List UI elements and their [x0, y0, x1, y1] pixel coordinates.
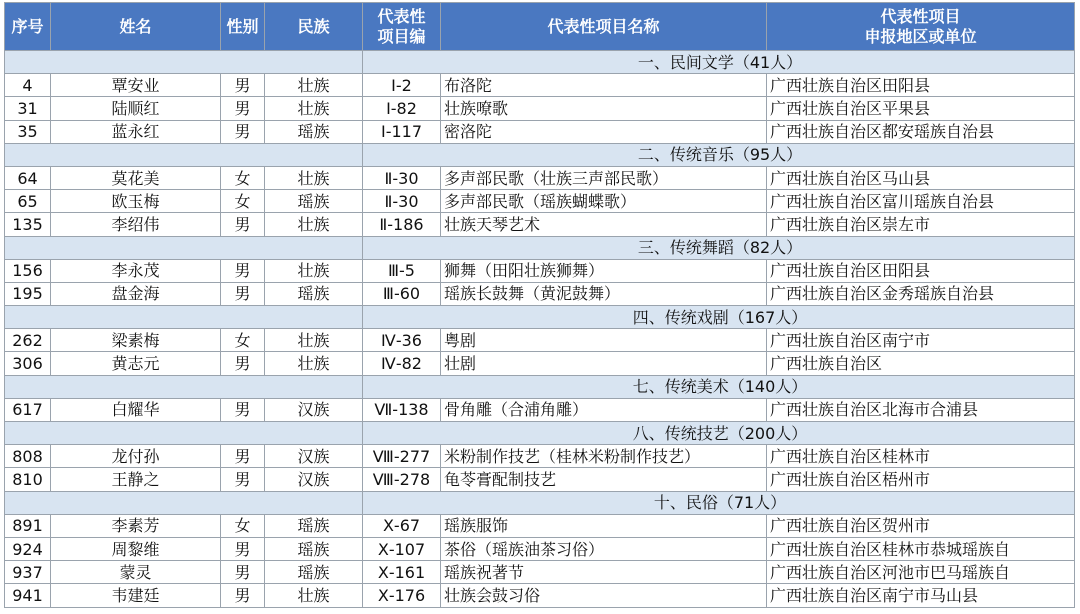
cell-region: 广西壮族自治区北海市合浦县 — [767, 398, 1075, 421]
cell-project: 多声部民歌（壮族三声部民歌） — [441, 166, 767, 189]
cell-name: 王静之 — [51, 468, 221, 491]
cell-region: 广西壮族自治区桂林市恭城瑶族自 — [767, 537, 1075, 560]
cell-region: 广西壮族自治区马山县 — [767, 166, 1075, 189]
cell-seq: 306 — [5, 352, 51, 375]
cell-gender: 男 — [221, 282, 265, 305]
cell-project: 瑶族长鼓舞（黄泥鼓舞） — [441, 282, 767, 305]
cell-ethnicity: 壮族 — [265, 584, 363, 607]
cell-gender: 女 — [221, 166, 265, 189]
cell-project: 布洛陀 — [441, 74, 767, 97]
category-spacer — [5, 51, 363, 74]
cell-gender: 男 — [221, 120, 265, 143]
table-row — [5, 468, 1075, 491]
cell-code: Ⅱ-30 — [363, 190, 441, 213]
cell-name: 蓝永红 — [51, 120, 221, 143]
cell-ethnicity: 瑶族 — [265, 514, 363, 537]
table-row — [5, 213, 1075, 236]
cell-region: 广西壮族自治区富川瑶族自治县 — [767, 190, 1075, 213]
cell-name: 韦建廷 — [51, 584, 221, 607]
cell-name: 梁素梅 — [51, 329, 221, 352]
cell-name: 欧玉梅 — [51, 190, 221, 213]
table-container — [4, 2, 1074, 608]
cell-seq: 924 — [5, 537, 51, 560]
cell-ethnicity: 汉族 — [265, 398, 363, 421]
header-gender: 性别 — [221, 3, 265, 51]
cell-project: 狮舞（田阳壮族狮舞） — [441, 259, 767, 282]
cell-project: 多声部民歌（瑶族蝴蝶歌） — [441, 190, 767, 213]
cell-code: Ⅶ-138 — [363, 398, 441, 421]
cell-gender: 男 — [221, 445, 265, 468]
table-row — [5, 445, 1075, 468]
cell-code: Ⅹ-107 — [363, 537, 441, 560]
cell-code: Ⅹ-176 — [363, 584, 441, 607]
cell-name: 白耀华 — [51, 398, 221, 421]
cell-seq: 808 — [5, 445, 51, 468]
cell-region: 广西壮族自治区崇左市 — [767, 213, 1075, 236]
cell-seq: 617 — [5, 398, 51, 421]
cell-seq: 156 — [5, 259, 51, 282]
cell-region: 广西壮族自治区金秀瑶族自治县 — [767, 282, 1075, 305]
cell-name: 周黎维 — [51, 537, 221, 560]
header-project: 代表性项目名称 — [441, 3, 767, 51]
cell-seq: 4 — [5, 74, 51, 97]
category-row — [5, 491, 1075, 514]
category-title: 三、传统舞蹈（82人） — [363, 236, 1075, 259]
cell-gender: 男 — [221, 537, 265, 560]
category-spacer — [5, 306, 363, 329]
cell-name: 李永茂 — [51, 259, 221, 282]
cell-ethnicity: 瑶族 — [265, 561, 363, 584]
cell-seq: 810 — [5, 468, 51, 491]
cell-gender: 男 — [221, 74, 265, 97]
cell-gender: 男 — [221, 584, 265, 607]
cell-region: 广西壮族自治区桂林市 — [767, 445, 1075, 468]
table-row — [5, 190, 1075, 213]
table-row — [5, 584, 1075, 607]
cell-name: 蒙灵 — [51, 561, 221, 584]
cell-project: 龟苓膏配制技艺 — [441, 468, 767, 491]
category-spacer — [5, 143, 363, 166]
cell-name: 覃安业 — [51, 74, 221, 97]
cell-project: 粤剧 — [441, 329, 767, 352]
header-name: 姓名 — [51, 3, 221, 51]
cell-seq: 64 — [5, 166, 51, 189]
table-row — [5, 282, 1075, 305]
cell-ethnicity: 壮族 — [265, 259, 363, 282]
cell-seq: 135 — [5, 213, 51, 236]
cell-ethnicity: 瑶族 — [265, 537, 363, 560]
cell-name: 陆顺红 — [51, 97, 221, 120]
cell-project: 密洛陀 — [441, 120, 767, 143]
cell-project: 茶俗（瑶族油茶习俗） — [441, 537, 767, 560]
category-spacer — [5, 491, 363, 514]
cell-project: 壮族天琴艺术 — [441, 213, 767, 236]
category-title: 二、传统音乐（95人） — [363, 143, 1075, 166]
cell-gender: 男 — [221, 97, 265, 120]
category-row — [5, 375, 1075, 398]
cell-project: 米粉制作技艺（桂林米粉制作技艺） — [441, 445, 767, 468]
cell-region: 广西壮族自治区南宁市 — [767, 329, 1075, 352]
header-region: 代表性项目 申报地区或单位 — [767, 3, 1075, 51]
cell-gender: 女 — [221, 329, 265, 352]
cell-ethnicity: 壮族 — [265, 213, 363, 236]
category-title: 一、民间文学（41人） — [363, 51, 1075, 74]
category-row — [5, 143, 1075, 166]
cell-name: 李素芳 — [51, 514, 221, 537]
cell-code: Ⅹ-67 — [363, 514, 441, 537]
cell-name: 盘金海 — [51, 282, 221, 305]
cell-region: 广西壮族自治区贺州市 — [767, 514, 1075, 537]
cell-seq: 937 — [5, 561, 51, 584]
category-title: 四、传统戏剧（167人） — [363, 306, 1075, 329]
cell-region: 广西壮族自治区平果县 — [767, 97, 1075, 120]
cell-region: 广西壮族自治区河池市巴马瑶族自 — [767, 561, 1075, 584]
cell-project: 壮剧 — [441, 352, 767, 375]
cell-region: 广西壮族自治区田阳县 — [767, 259, 1075, 282]
cell-code: Ⅱ-30 — [363, 166, 441, 189]
cell-ethnicity: 壮族 — [265, 352, 363, 375]
cell-seq: 31 — [5, 97, 51, 120]
category-row — [5, 306, 1075, 329]
cell-ethnicity: 壮族 — [265, 329, 363, 352]
cell-code: Ⅲ-5 — [363, 259, 441, 282]
table-row — [5, 166, 1075, 189]
cell-seq: 262 — [5, 329, 51, 352]
cell-project: 壮族嘹歌 — [441, 97, 767, 120]
category-spacer — [5, 422, 363, 445]
category-spacer — [5, 236, 363, 259]
cell-code: Ⅳ-36 — [363, 329, 441, 352]
cell-name: 龙付孙 — [51, 445, 221, 468]
cell-gender: 女 — [221, 514, 265, 537]
table-body — [5, 51, 1075, 608]
cell-region: 广西壮族自治区南宁市马山县 — [767, 584, 1075, 607]
cell-code: Ⅷ-278 — [363, 468, 441, 491]
category-row — [5, 422, 1075, 445]
cell-name: 黄志元 — [51, 352, 221, 375]
cell-project: 壮族会鼓习俗 — [441, 584, 767, 607]
cell-region: 广西壮族自治区梧州市 — [767, 468, 1075, 491]
cell-ethnicity: 壮族 — [265, 166, 363, 189]
cell-seq: 891 — [5, 514, 51, 537]
cell-ethnicity: 壮族 — [265, 97, 363, 120]
cell-code: Ⅹ-161 — [363, 561, 441, 584]
table-row — [5, 352, 1075, 375]
cell-seq: 941 — [5, 584, 51, 607]
category-title: 七、传统美术（140人） — [363, 375, 1075, 398]
category-row — [5, 236, 1075, 259]
inheritor-table — [4, 2, 1075, 608]
table-row — [5, 329, 1075, 352]
cell-code: Ⅱ-186 — [363, 213, 441, 236]
table-row — [5, 259, 1075, 282]
cell-name: 李绍伟 — [51, 213, 221, 236]
cell-ethnicity: 瑶族 — [265, 190, 363, 213]
category-row — [5, 51, 1075, 74]
cell-gender: 男 — [221, 352, 265, 375]
cell-region: 广西壮族自治区 — [767, 352, 1075, 375]
cell-gender: 男 — [221, 468, 265, 491]
cell-ethnicity: 瑶族 — [265, 282, 363, 305]
cell-code: Ⅲ-60 — [363, 282, 441, 305]
cell-seq: 195 — [5, 282, 51, 305]
table-row — [5, 561, 1075, 584]
header-seq: 序号 — [5, 3, 51, 51]
header-row — [5, 3, 1075, 51]
cell-code: Ⅰ-82 — [363, 97, 441, 120]
cell-seq: 35 — [5, 120, 51, 143]
cell-ethnicity: 壮族 — [265, 74, 363, 97]
cell-gender: 男 — [221, 259, 265, 282]
cell-code: Ⅷ-277 — [363, 445, 441, 468]
cell-project: 骨角雕（合浦角雕） — [441, 398, 767, 421]
table-row — [5, 398, 1075, 421]
header-ethnicity: 民族 — [265, 3, 363, 51]
cell-region: 广西壮族自治区田阳县 — [767, 74, 1075, 97]
header-code: 代表性 项目编 — [363, 3, 441, 51]
cell-code: Ⅰ-117 — [363, 120, 441, 143]
cell-project: 瑶族祝著节 — [441, 561, 767, 584]
table-row — [5, 97, 1075, 120]
cell-name: 莫花美 — [51, 166, 221, 189]
cell-gender: 男 — [221, 561, 265, 584]
cell-gender: 男 — [221, 213, 265, 236]
table-row — [5, 537, 1075, 560]
table-row — [5, 514, 1075, 537]
cell-code: Ⅰ-2 — [363, 74, 441, 97]
category-title: 十、民俗（71人） — [363, 491, 1075, 514]
table-row — [5, 74, 1075, 97]
cell-region: 广西壮族自治区都安瑶族自治县 — [767, 120, 1075, 143]
cell-ethnicity: 汉族 — [265, 468, 363, 491]
cell-ethnicity: 瑶族 — [265, 120, 363, 143]
cell-ethnicity: 汉族 — [265, 445, 363, 468]
cell-gender: 男 — [221, 398, 265, 421]
cell-code: Ⅳ-82 — [363, 352, 441, 375]
cell-seq: 65 — [5, 190, 51, 213]
table-row — [5, 120, 1075, 143]
category-spacer — [5, 375, 363, 398]
cell-project: 瑶族服饰 — [441, 514, 767, 537]
cell-gender: 女 — [221, 190, 265, 213]
category-title: 八、传统技艺（200人） — [363, 422, 1075, 445]
